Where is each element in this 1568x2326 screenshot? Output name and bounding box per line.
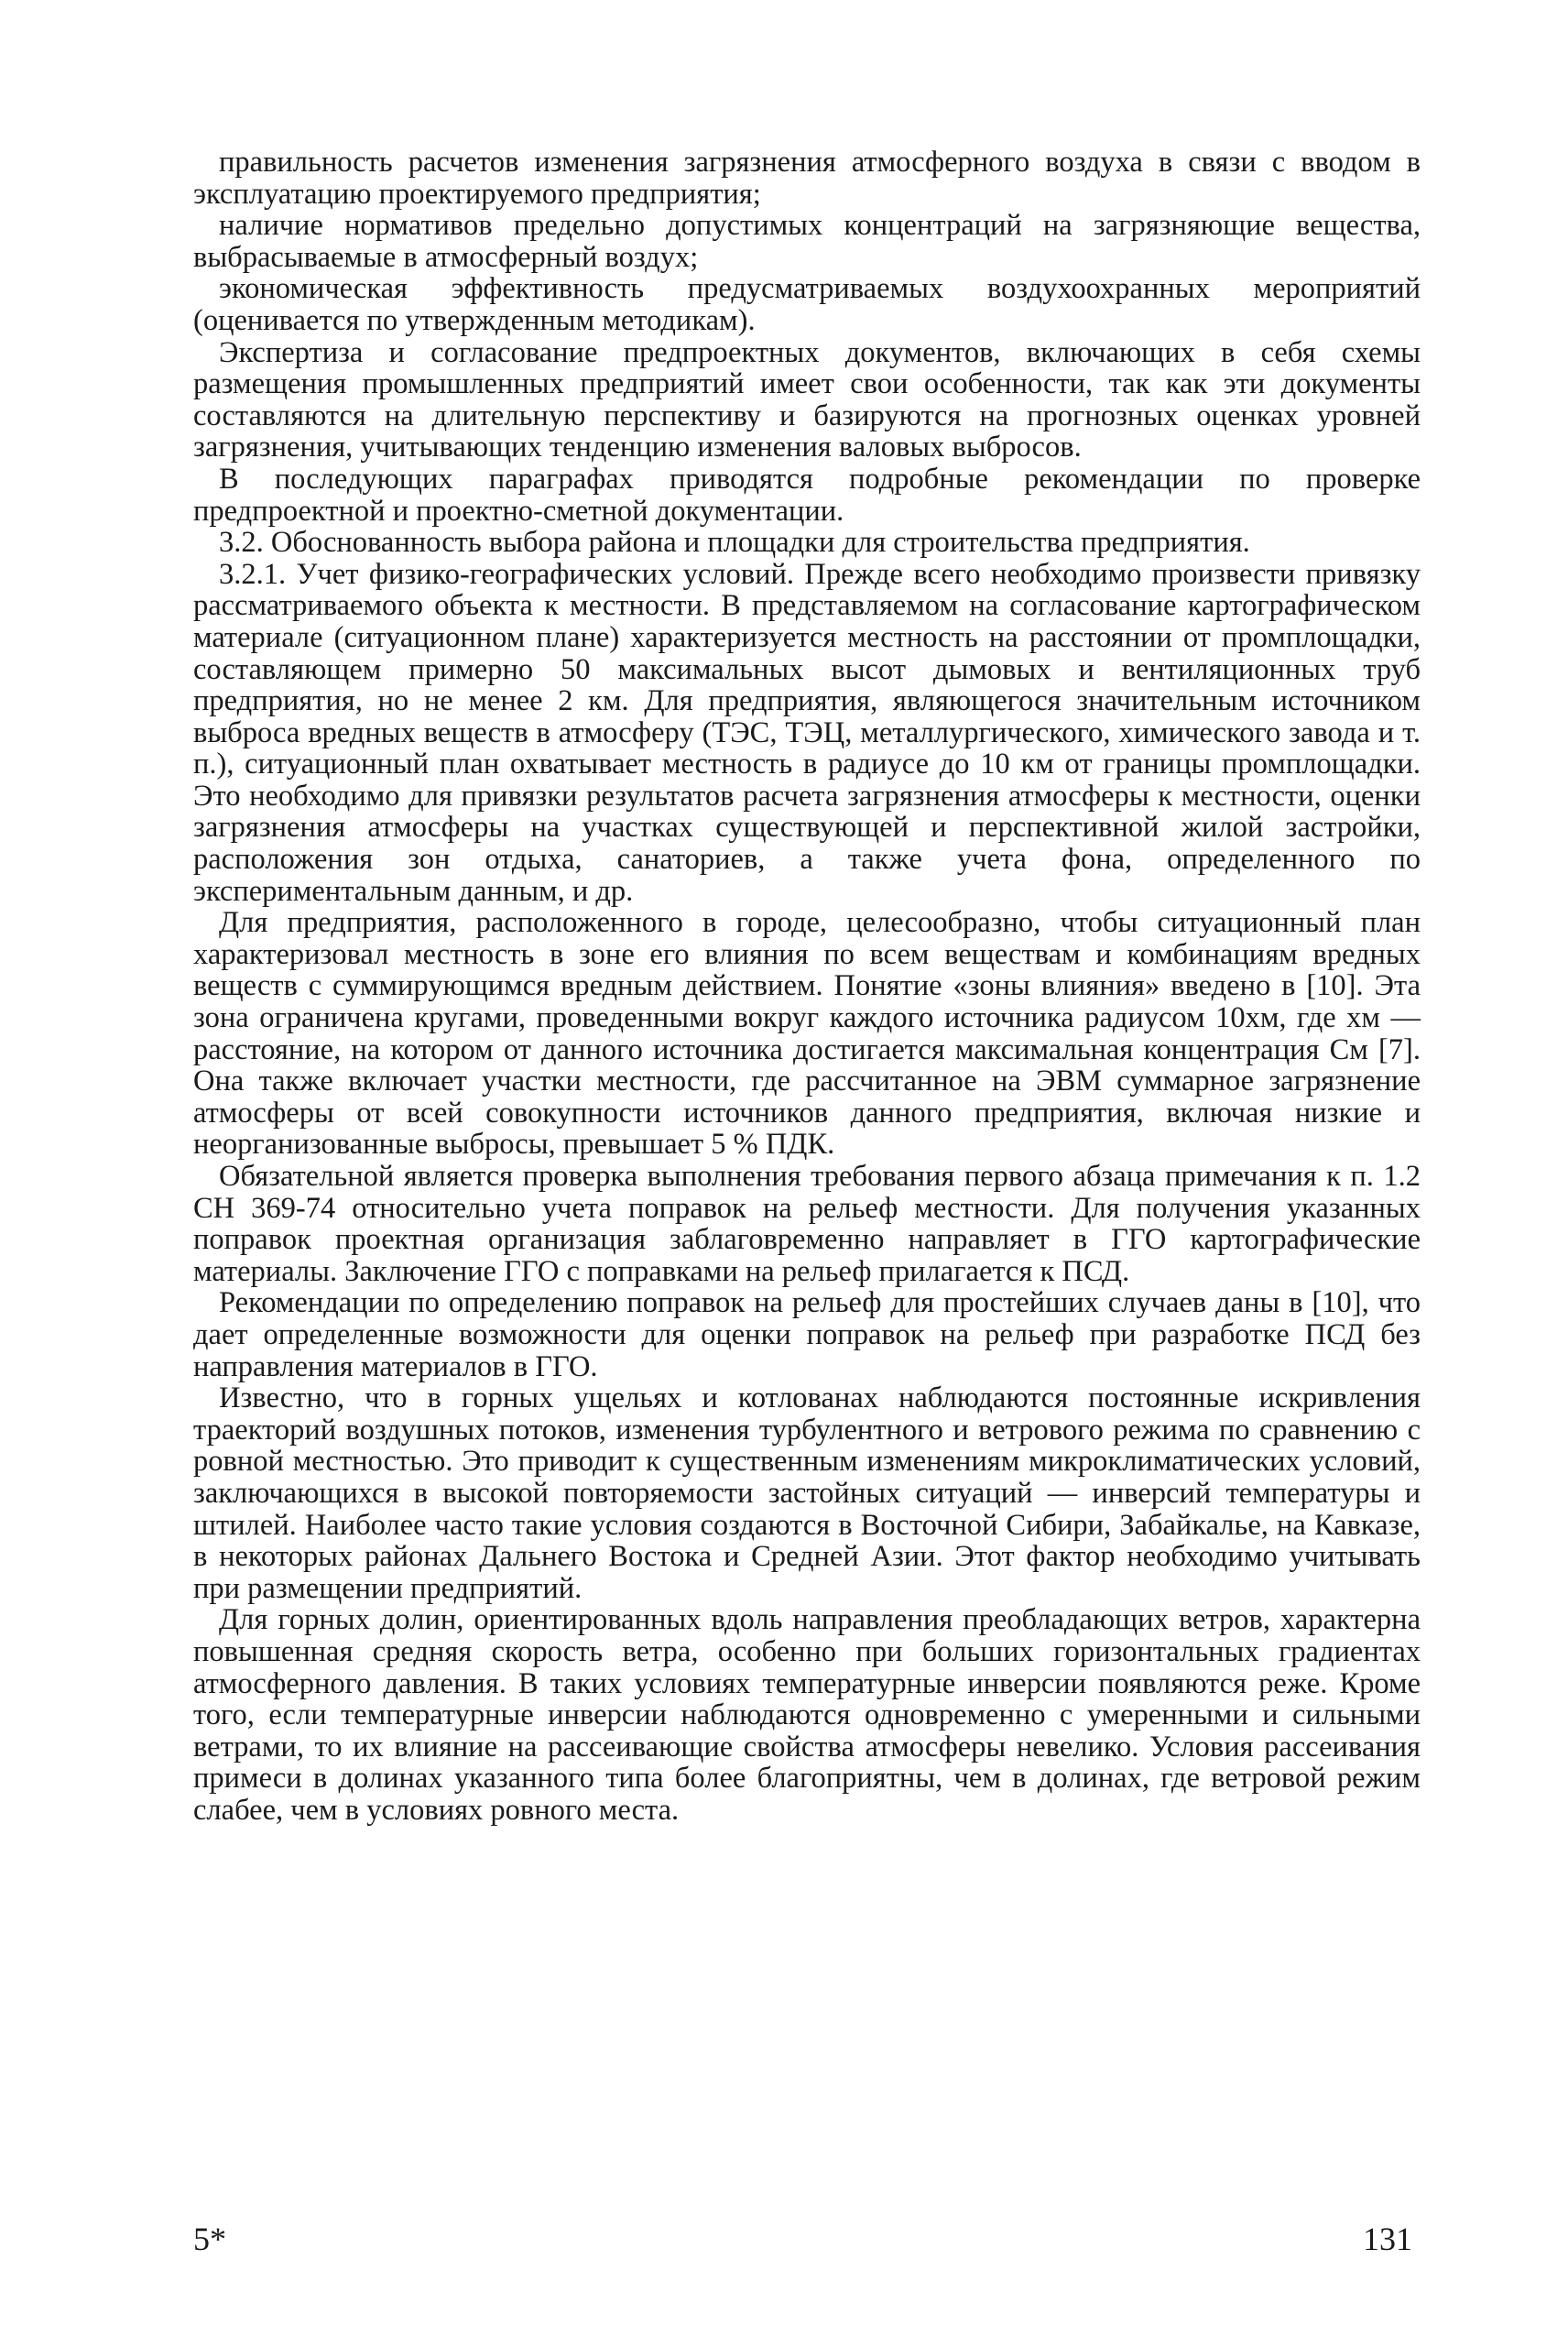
- paragraph: наличие нормативов предельно допустимых концентраций на загрязняющие вещества, выбрасываемые в атмосферный воздух;: [193, 209, 1421, 274]
- paragraph: экономическая эффективность предусматриваемых воздухоохранных мероприятий (оценивается по утвержденным методикам).: [193, 272, 1421, 337]
- section-heading: 3.2. Обоснованность выбора района и площадки для строительства предприятия.: [219, 526, 1250, 560]
- body-text: [193, 147, 1421, 1826]
- paragraph: Экспертиза и согласование предпроектных документов, включающих в себя схемы размещения промышленных предприятий имеет свои особенности, так как эти документы составляются на длительную перспективу и базируются на прогнозных оценках уровней загрязнения, учитывающих тенденцию изменения валовых выбросов.: [193, 335, 1421, 464]
- paragraph: Для предприятия, расположенного в городе, целесообразно, чтобы ситуационный план характеризовал местность в зоне его влияния по всем веществам и комбинациям вредных веществ с суммирующимся вредным действием. Понятие «зоны влияния» введено в [10]. Эта зона ограничена кругами, проведенными вокруг каждого источника радиусом 10xм, где xм — расстояние, на котором от данного источника достигается максимальная концентрация Cм [7]. Она также включает участки местности, где рассчитанное на ЭВМ суммарное загрязнение атмосферы от всей совокупности источников данного предприятия, включая низкие и неорганизованные выбросы, превышает 5 % ПДК.: [193, 906, 1421, 1162]
- paragraph: Известно, что в горных ущельях и котлованах наблюдаются постоянные искривления траекторий воздушных потоков, изменения турбулентного и ветрового режима по сравнению с ровной местностью. Это приводит к существенным изменениям микроклиматических условий, заключающихся в высокой повторяемости застойных ситуаций — инверсий температуры и штилей. Наиболее часто такие условия создаются в Восточной Сибири, Забайкалье, на Кавказе, в некоторых районах Дальнего Востока и Средней Азии. Этот фактор необходимо учитывать при размещении предприятий.: [193, 1381, 1421, 1605]
- paragraph: Обязательной является проверка выполнения требования первого абзаца примечания к п. 1.2 СН 369-74 относительно учета поправок на рельеф местности. Для получения указанных поправок проектная организация заблаговременно направляет в ГГО картографические материалы. Заключение ГГО с поправками на рельеф прилагается к ПСД.: [193, 1160, 1421, 1288]
- paragraph: 3.2.1. Учет физико-географических условий. Прежде всего необходимо произвести привязку рассматриваемого объекта к местности. В представляемом на согласование картографическом материале (ситуационном плане) характеризуется местность на расстоянии от промплощадки, составляющем примерно 50 максимальных высот дымовых и вентиляционных труб предприятия, но не менее 2 км. Для предприятия, являющегося значительным источником выброса вредных веществ в атмосферу (ТЭС, ТЭЦ, металлургического, химического завода и т. п.), ситуационный план охватывает местность в радиусе до 10 км от границы промплощадки. Это необходимо для привязки результатов расчета загрязнения атмосферы к местности, оценки загрязнения атмосферы на участках существующей и перспективной жилой застройки, расположения зон отдыха, санаториев, а также учета фона, определенного по экспериментальным данным, и др.: [193, 557, 1421, 908]
- paragraph: Рекомендации по определению поправок на рельеф для простейших случаев даны в [10], что дает определенные возможности для оценки поправок на рельеф при разработке ПСД без направления материалов в ГГО.: [193, 1286, 1421, 1383]
- paragraph: Для горных долин, ориентированных вдоль направления преобладающих ветров, характерна повышенная средняя скорость ветра, особенно при больших горизонтальных градиентах атмосферного давления. В таких условиях температурные инверсии появляются реже. Кроме того, если температурные инверсии наблюдаются одновременно с умеренными и сильными ветрами, то их влияние на рассеивающие свойства атмосферы невелико. Условия рассеивания примеси в долинах указанного типа более благоприятны, чем в долинах, где ветровой режим слабее, чем в условиях ровного места.: [193, 1603, 1421, 1827]
- paragraph: В последующих параграфах приводятся подробные рекомендации по проверке предпроектной и проектно-сметной документации.: [193, 462, 1421, 528]
- signature-mark: 5*: [193, 2221, 226, 2257]
- paragraph: правильность расчетов изменения загрязнения атмосферного воздуха в связи с вводом в эксплуатацию проектируемого предприятия;: [193, 146, 1421, 211]
- page-number: 131: [1363, 2221, 1412, 2257]
